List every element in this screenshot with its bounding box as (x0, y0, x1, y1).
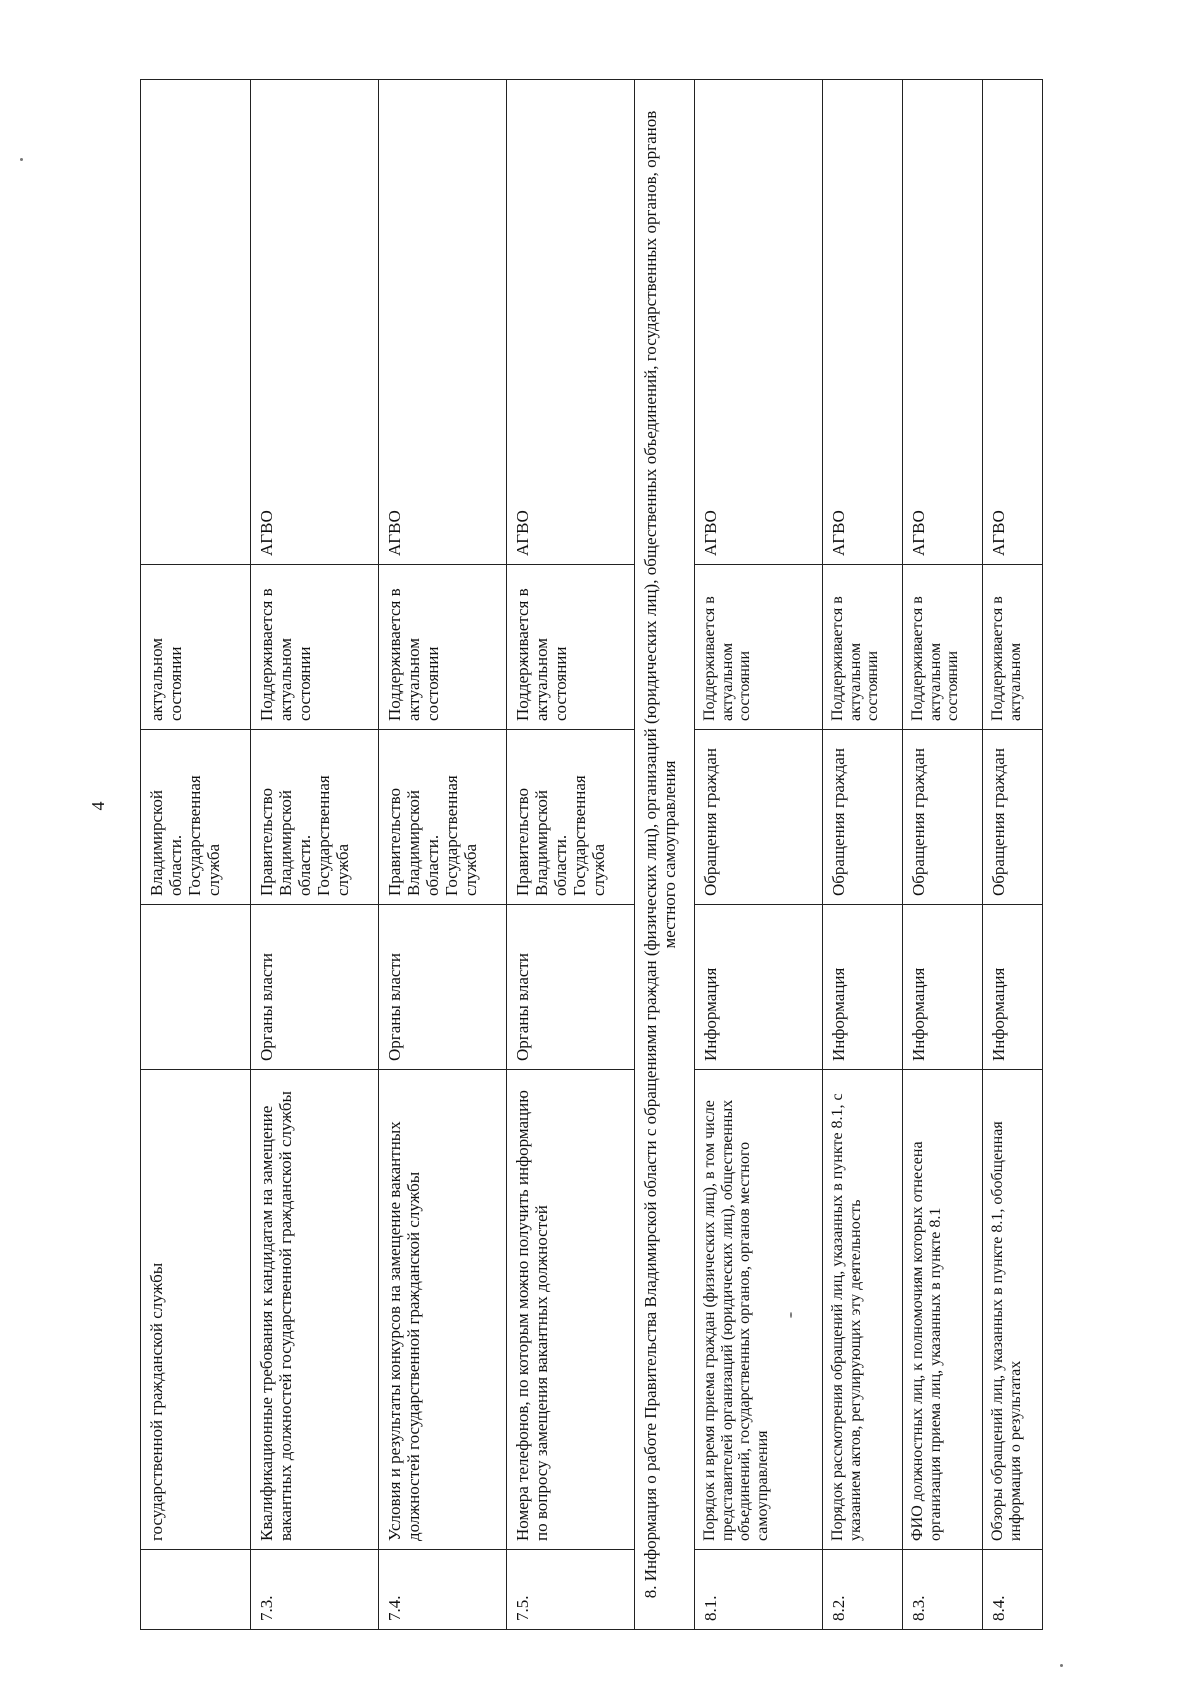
table-row (141, 80, 251, 1630)
row-responsible: АГВО (823, 80, 903, 565)
row-frequency: Поддерживается в актуальном состоянии (379, 565, 507, 730)
row-number (141, 1550, 251, 1630)
table-row (379, 80, 507, 1630)
page-number: 4 (88, 801, 108, 811)
row-type: Органы власти (507, 905, 635, 1070)
row-source: Обращения граждан (695, 730, 823, 905)
information-table (140, 79, 1043, 1630)
row-type: Информация (823, 905, 903, 1070)
section-heading-row (635, 80, 695, 1630)
section-8-title: 8. Информация о работе Правительства Владимирской области с обращениями граждан (физических лиц), организаций (юридических лиц), общественных объединений, государственных органов, органов местного самоуправления (635, 80, 695, 1630)
row-responsible: АГВО (903, 80, 983, 565)
row-responsible: АГВО (251, 80, 379, 565)
table-row (507, 80, 635, 1630)
row-name: Квалификационные требования к кандидатам на замещение вакантных должностей государственной гражданской службы (251, 1070, 379, 1550)
row-name: Обзоры обращений лиц, указанных в пункте 8.1, обобщенная информация о результатах (983, 1070, 1043, 1550)
row-frequency: Поддерживается в актуальном состоянии (823, 565, 903, 730)
row-frequency: Поддерживается в актуальном состоянии (507, 565, 635, 730)
row-source: Правительство Владимирской области. Государственная служба (379, 730, 507, 905)
row-frequency: Поддерживается в актуальном состоянии (903, 565, 983, 730)
row-type: Информация (903, 905, 983, 1070)
row-number: 8.4. (983, 1550, 1043, 1630)
row-source: Владимирской области. Государственная служба (141, 730, 251, 905)
row-type: Органы власти (379, 905, 507, 1070)
scan-speck (1060, 1664, 1063, 1667)
row-number: 8.2. (823, 1550, 903, 1630)
row-source: Обращения граждан (903, 730, 983, 905)
row-frequency: Поддерживается в актуальном состоянии (251, 565, 379, 730)
row-frequency: актуальном состоянии (141, 565, 251, 730)
row-number: 8.3. (903, 1550, 983, 1630)
row-frequency: Поддерживается в актуальном (983, 565, 1043, 730)
rotated-table-area (140, 80, 1060, 1630)
row-name: Условия и результаты конкурсов на замещение вакантных должностей государственной гражданской службы (379, 1070, 507, 1550)
table-row (251, 80, 379, 1630)
row-name: Порядок и время приема граждан (физических лиц), в том числе представителей организаций (юридических лиц), общественных объединений, государственных органов, органов местного самоуправления (695, 1070, 823, 1550)
row-source: Правительство Владимирской области. Государственная служба (507, 730, 635, 905)
row-number: 8.1. (695, 1550, 823, 1630)
row-name: Номера телефонов, по которым можно получить информацию по вопросу замещения вакантных должностей (507, 1070, 635, 1550)
table-row (695, 80, 823, 1630)
row-source: Обращения граждан (823, 730, 903, 905)
row-type: Органы власти (251, 905, 379, 1070)
row-name: государственной гражданской службы (141, 1070, 251, 1550)
row-frequency: Поддерживается в актуальном состоянии (695, 565, 823, 730)
row-number: 7.3. (251, 1550, 379, 1630)
row-type (141, 905, 251, 1070)
row-source: Обращения граждан (983, 730, 1043, 905)
table-row (983, 80, 1043, 1630)
row-type: Информация (983, 905, 1043, 1070)
scan-speck (20, 158, 23, 161)
table-row (823, 80, 903, 1630)
row-source: Правительство Владимирской области. Государственная служба (251, 730, 379, 905)
row-name: Порядок рассмотрения обращений лиц, указанных в пункте 8.1, с указанием актов, регулирующих эту деятельность (823, 1070, 903, 1550)
row-number: 7.4. (379, 1550, 507, 1630)
row-responsible (141, 80, 251, 565)
row-name: ФИО должностных лиц, к полномочиям которых отнесена организация приема лиц, указанных в пункте 8.1 (903, 1070, 983, 1550)
row-responsible: АГВО (379, 80, 507, 565)
row-type: Информация (695, 905, 823, 1070)
row-number: 7.5. (507, 1550, 635, 1630)
row-responsible: АГВО (695, 80, 823, 565)
rotated-table-frame (140, 80, 1060, 1630)
scan-speck (790, 1312, 792, 1318)
table-row (903, 80, 983, 1630)
row-responsible: АГВО (507, 80, 635, 565)
row-responsible: АГВО (983, 80, 1043, 565)
